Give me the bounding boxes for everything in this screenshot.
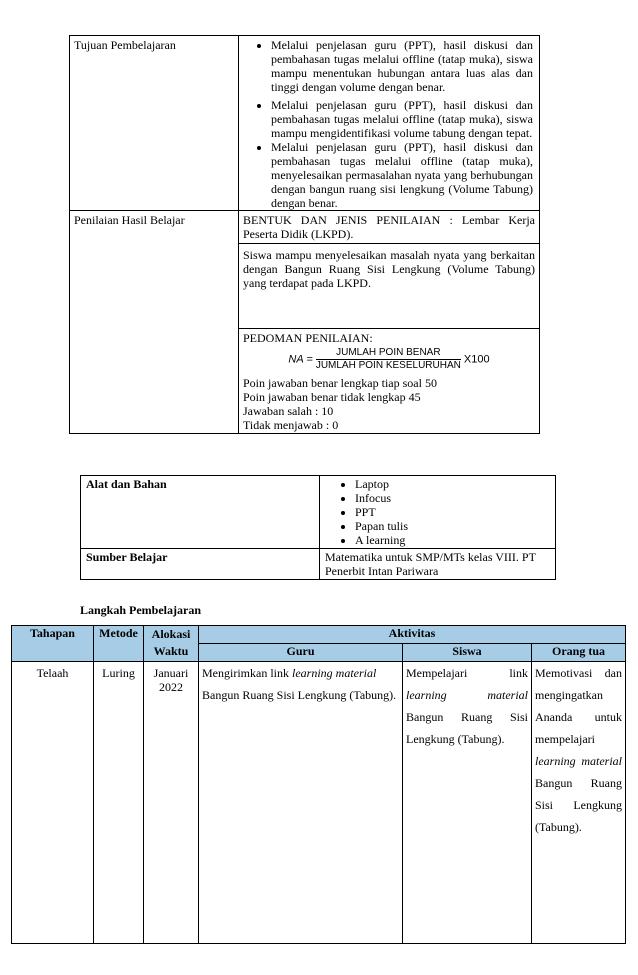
table-row bbox=[12, 662, 626, 944]
penilaian-row bbox=[70, 211, 540, 244]
alat-row bbox=[81, 476, 556, 549]
alat-content bbox=[320, 476, 556, 549]
alat-label: Alat dan Bahan bbox=[81, 476, 320, 549]
rpp-table bbox=[69, 35, 540, 434]
guru-text: Mengirimkan link bbox=[202, 666, 292, 680]
tujuan-label: Tujuan Pembelajaran bbox=[70, 36, 239, 211]
langkah-heading: Langkah Pembelajaran bbox=[80, 603, 202, 617]
header-ortu: Orang tua bbox=[532, 644, 626, 662]
alat-table bbox=[80, 475, 556, 580]
sumber-value: Matematika untuk SMP/MTs kelas VIII. PT Penerbit Intan Pariwara bbox=[320, 549, 556, 580]
formula-numerator: JUMLAH POIN BENAR bbox=[316, 347, 461, 360]
bentuk-penilaian: BENTUK DAN JENIS PENILAIAN : Lembar Kerja Peserta Didik (LKPD). bbox=[239, 211, 540, 244]
ortu-text: Memotivasi dan mengingatkan Ananda untuk mempelajari bbox=[535, 666, 622, 746]
score-line: Jawaban salah : 10 bbox=[243, 404, 334, 418]
alat-item: • Papan tulis bbox=[355, 519, 550, 533]
ortu-italic: learning material bbox=[535, 754, 622, 768]
penilaian-label: Penilaian Hasil Belajar bbox=[70, 211, 239, 434]
siswa-text: Mempelajari link bbox=[406, 666, 528, 680]
header-alokasi: Alokasi Waktu bbox=[144, 626, 199, 662]
tujuan-item: • Melalui penjelasan guru (PPT), hasil diskusi dan pembahasan tugas melalui offline (tatap muka), siswa mampu menentukan hubungan antara luas alas dan tinggi dengan volume dengan benar. bbox=[271, 38, 535, 94]
formula-lhs: NA = bbox=[288, 353, 313, 366]
header-row-1 bbox=[12, 626, 626, 644]
tujuan-item: • Melalui penjelasan guru (PPT), hasil diskusi dan pembahasan tugas melalui offline (tatap muka), menyelesaikan permasalahan nyata yang berhubungan dengan bangun ruang sisi lengkung (Volume Tabung) dengan benar. bbox=[271, 140, 535, 210]
pedoman-cell bbox=[239, 329, 540, 434]
alat-list bbox=[325, 477, 550, 547]
guru-italic: learning material bbox=[292, 666, 377, 680]
formula-multiplier: X100 bbox=[463, 353, 490, 366]
header-metode: Metode bbox=[94, 626, 144, 662]
cell-siswa bbox=[403, 662, 532, 944]
formula bbox=[243, 347, 535, 372]
formula-fraction bbox=[316, 347, 461, 372]
alat-item: • Infocus bbox=[355, 491, 550, 505]
cell-alokasi: Januari 2022 bbox=[144, 662, 199, 944]
tujuan-list bbox=[243, 38, 535, 210]
tujuan-row bbox=[70, 36, 540, 211]
cell-tahapan: Telaah bbox=[12, 662, 94, 944]
formula-denominator: JUMLAH POIN KESELURUHAN bbox=[315, 360, 461, 371]
cell-ortu bbox=[532, 662, 626, 944]
score-line: Poin jawaban benar lengkap tiap soal 50 bbox=[243, 376, 437, 390]
sumber-label: Sumber Belajar bbox=[81, 549, 320, 580]
header-aktivitas: Aktivitas bbox=[199, 626, 626, 644]
header-guru: Guru bbox=[199, 644, 403, 662]
siswa-mampu-text: Siswa mampu menyelesaikan masalah nyata yang berkaitan dengan Bangun Ruang Sisi Lengkung (Volume Tabung) yang terdapat pada LKPD. bbox=[239, 244, 540, 329]
pedoman-title: PEDOMAN PENILAIAN: bbox=[243, 331, 373, 345]
alat-item: • A learning bbox=[355, 533, 550, 547]
ortu-text-end: Bangun Ruang Sisi Lengkung (Tabung). bbox=[535, 776, 622, 834]
tujuan-item: • Melalui penjelasan guru (PPT), hasil diskusi dan pembahasan tugas melalui offline (tatap muka), siswa mampu mengidentifikasi volume tabung dengan tepat. bbox=[271, 98, 535, 140]
guru-text-end: Bangun Ruang Sisi Lengkung (Tabung). bbox=[202, 688, 397, 702]
cell-guru bbox=[199, 662, 403, 944]
alat-item: • Laptop bbox=[355, 477, 550, 491]
header-tahapan: Tahapan bbox=[12, 626, 94, 662]
sumber-row bbox=[81, 549, 556, 580]
score-line: Tidak menjawab : 0 bbox=[243, 418, 339, 432]
cell-metode: Luring bbox=[94, 662, 144, 944]
alat-item: • PPT bbox=[355, 505, 550, 519]
siswa-text-end: Bangun Ruang Sisi Lengkung (Tabung). bbox=[406, 710, 528, 746]
langkah-table bbox=[11, 625, 626, 944]
siswa-italic: learning material bbox=[406, 688, 528, 702]
header-siswa: Siswa bbox=[403, 644, 532, 662]
score-line: Poin jawaban benar tidak lengkap 45 bbox=[243, 390, 421, 404]
tujuan-content bbox=[239, 36, 540, 211]
